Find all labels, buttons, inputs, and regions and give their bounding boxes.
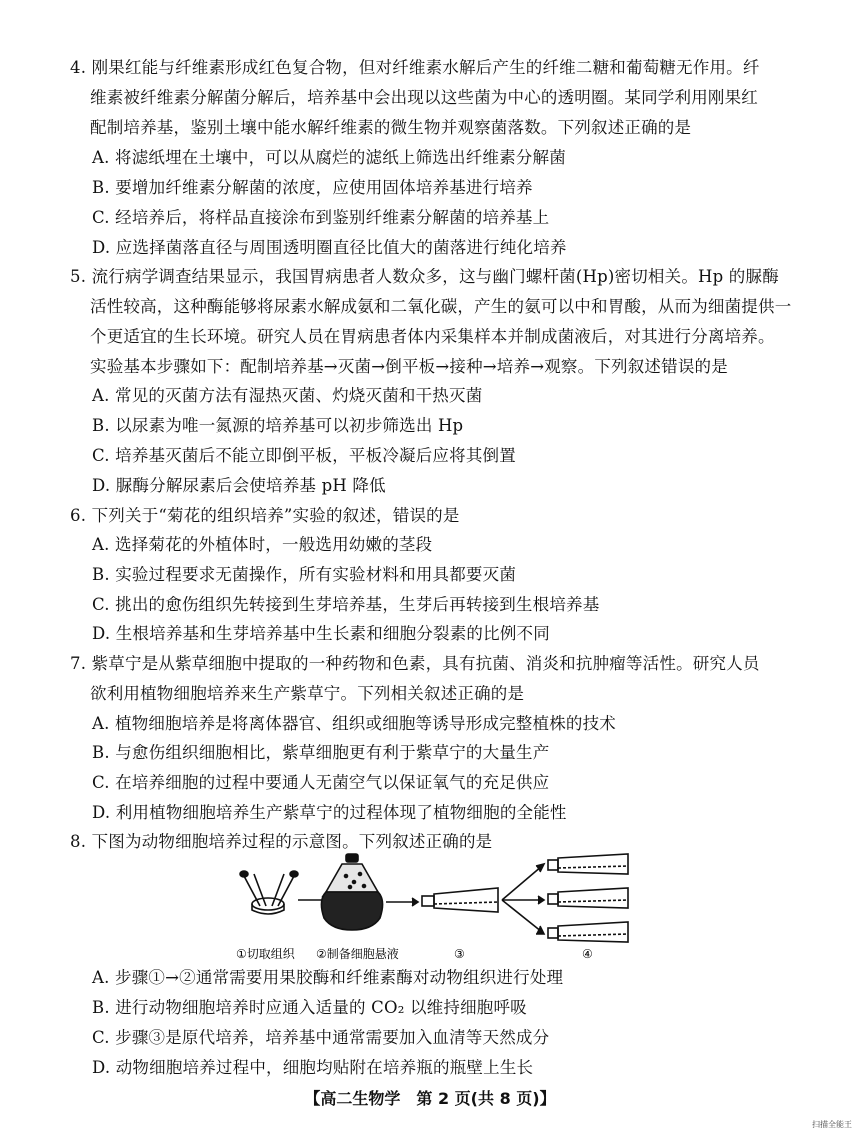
q7-line-1: 7. 紫草宁是从紫草细胞中提取的一种药物和色素，具有抗菌、消炎和抗肿瘤等活性。研究人员 [70, 654, 760, 673]
q5-option-b: B. 以尿素为唯一氮源的培养基可以初步筛选出 Hp [92, 416, 464, 435]
q7-option-c: C. 在培养细胞的过程中要通人无菌空气以保证氧气的充足供应 [92, 773, 550, 792]
subculture-flasks-icon [548, 854, 628, 942]
q8-option-b: B. 进行动物细胞培养时应通入适量的 CO₂ 以维持细胞呼吸 [92, 998, 527, 1017]
diagram-label-4: ④ [582, 947, 593, 961]
page-footer: 【高二生物学 第 2 页(共 8 页)】 [304, 1089, 556, 1108]
q7-option-b: B. 与愈伤组织细胞相比，紫草细胞更有利于紫草宁的大量生产 [92, 743, 550, 762]
q6-option-d: D. 生根培养基和生芽培养基中生长素和细胞分裂素的比例不同 [92, 624, 550, 643]
q6-option-c: C. 挑出的愈伤组织先转接到生芽培养基，生芽后再转接到生根培养基 [92, 595, 600, 614]
q5-line-2: 活性较高，这种酶能够将尿素水解成氨和二氧化碳，产生的氨可以中和胃酸，从而为细菌提供一 [90, 297, 792, 316]
q8-option-d: D. 动物细胞培养过程中，细胞均贴附在培养瓶的瓶壁上生长 [92, 1058, 534, 1077]
q8-line-1: 8. 下图为动物细胞培养过程的示意图。下列叙述正确的是 [70, 832, 493, 851]
q5-line-3: 个更适宜的生长环境。研究人员在胃病患者体内采集样本并制成菌液后，对其进行分离培养。 [90, 327, 775, 346]
q7-line-2: 欲利用植物细胞培养来生产紫草宁。下列相关叙述正确的是 [90, 684, 525, 703]
q6-option-b: B. 实验过程要求无菌操作，所有实验材料和用具都要灭菌 [92, 565, 517, 584]
culture-flask-icon [422, 888, 498, 912]
flask-icon [321, 854, 382, 930]
q7-option-a: A. 植物细胞培养是将离体器官、组织或细胞等诱导形成完整植株的技术 [92, 714, 617, 733]
q6-line-1: 6. 下列关于“菊花的组织培养”实验的叙述，错误的是 [70, 506, 460, 525]
q5-option-a: A. 常见的灭菌方法有湿热灭菌、灼烧灭菌和干热灭菌 [92, 386, 483, 405]
q5-option-c: C. 培养基灭菌后不能立即倒平板，平板冷凝后应将其倒置 [92, 446, 516, 465]
q8-option-c: C. 步骤③是原代培养，培养基中通常需要加入血清等天然成分 [92, 1028, 550, 1047]
tissue-cutting-icon [240, 871, 298, 914]
q4-line-3: 配制培养基，鉴别土壤中能水解纤维素的微生物并观察菌落数。下列叙述正确的是 [90, 118, 692, 137]
q8-option-a: A. 步骤①→②通常需要用果胶酶和纤维素酶对动物组织进行处理 [92, 968, 564, 987]
q4-line-1: 4. 刚果红能与纤维素形成红色复合物，但对纤维素水解后产生的纤维二糖和葡萄糖无作用。纤 [70, 58, 760, 77]
q4-option-b: B. 要增加纤维素分解菌的浓度，应使用固体培养基进行培养 [92, 178, 533, 197]
cell-culture-diagram [236, 852, 656, 964]
q7-option-d: D. 利用植物细胞培养生产紫草宁的过程体现了植物细胞的全能性 [92, 803, 567, 822]
diagram-label-2: ②制备细胞悬液 [316, 947, 399, 961]
q4-option-c: C. 经培养后，将样品直接涂布到鉴别纤维素分解菌的培养基上 [92, 208, 550, 227]
q5-option-d: D. 脲酶分解尿素后会使培养基 pH 降低 [92, 476, 386, 495]
scanner-watermark: 扫描全能王 [812, 1120, 852, 1129]
q4-option-d: D. 应选择菌落直径与周围透明圈直径比值大的菌落进行纯化培养 [92, 238, 567, 257]
q6-option-a: A. 选择菊花的外植体时，一般选用幼嫩的茎段 [92, 535, 433, 554]
diagram-label-1: ①切取组织 [236, 947, 295, 961]
q4-option-a: A. 将滤纸埋在土壤中，可以从腐烂的滤纸上筛选出纤维素分解菌 [92, 148, 566, 167]
q5-line-1: 5. 流行病学调查结果显示，我国胃病患者人数众多，这与幽门螺杆菌(Hp)密切相关。Hp 的脲酶 [70, 267, 779, 286]
q5-line-4: 实验基本步骤如下：配制培养基→灭菌→倒平板→接种→培养→观察。下列叙述错误的是 [90, 357, 728, 376]
q4-line-2: 维素被纤维素分解菌分解后，培养基中会出现以这些菌为中心的透明圈。某同学利用刚果红 [90, 88, 758, 107]
diagram-label-3: ③ [454, 947, 465, 961]
